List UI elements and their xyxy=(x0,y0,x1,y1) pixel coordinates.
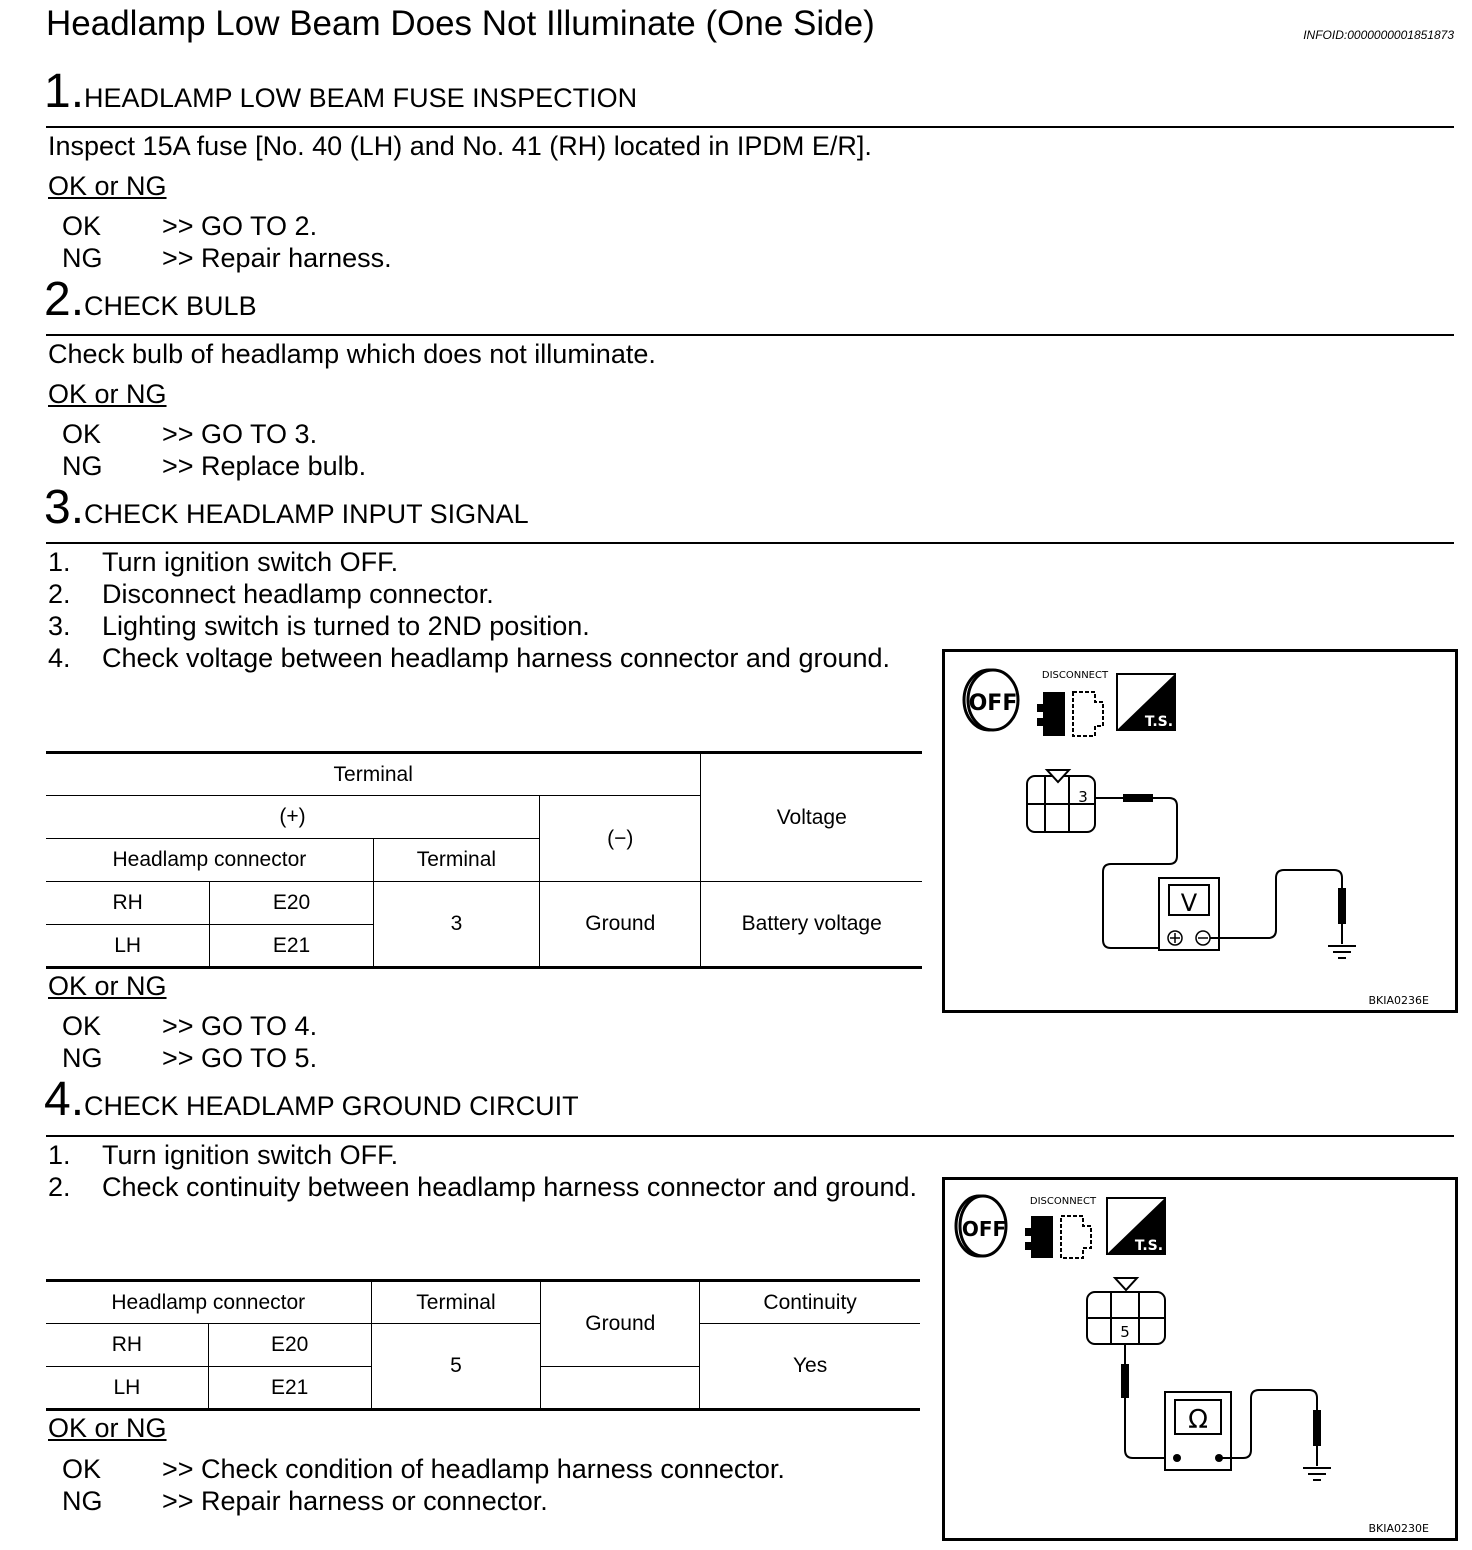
step-1-heading xyxy=(44,65,638,118)
table-header: Headlamp connector xyxy=(46,839,373,882)
table-cell: E21 xyxy=(210,925,373,968)
ground-probe xyxy=(1313,1410,1321,1446)
table-cell: Ground xyxy=(540,882,701,968)
probe xyxy=(1121,1364,1129,1398)
voltage-check-illustration xyxy=(945,652,1455,1010)
ng-label: NG xyxy=(62,243,103,273)
ng-action: >> Repair harness or connector. xyxy=(162,1486,548,1516)
ng-action: >> Repair harness. xyxy=(162,243,392,273)
ts-icon xyxy=(1117,674,1175,730)
svg-text:V: V xyxy=(1180,889,1198,917)
step-instruction: Inspect 15A fuse [No. 40 (LH) and No. 41 (RH) located in IPDM E/R]. xyxy=(48,131,872,161)
continuity-check-illustration xyxy=(945,1180,1455,1538)
item-text: Disconnect headlamp connector. xyxy=(102,579,494,609)
ok-result xyxy=(62,1011,317,1042)
voltmeter xyxy=(1159,878,1219,950)
table-header: Terminal xyxy=(46,753,701,796)
ok-label: OK xyxy=(62,419,102,449)
svg-text:T.S.: T.S. xyxy=(1134,1238,1164,1254)
terminal-label: 3 xyxy=(1078,788,1088,806)
disconnect-icon xyxy=(1037,670,1109,736)
table-header: Terminal xyxy=(371,1281,541,1324)
item-text: Lighting switch is turned to 2ND position. xyxy=(102,611,590,641)
divider xyxy=(46,334,1454,336)
ignition-off-icon xyxy=(964,670,1018,730)
item-text: Turn ignition switch OFF. xyxy=(102,547,399,577)
table-cell: LH xyxy=(46,1367,208,1410)
table-cell: E20 xyxy=(210,882,373,925)
connector-symbol xyxy=(1087,1278,1165,1344)
ground-icon xyxy=(1303,1468,1331,1480)
table-cell: Yes xyxy=(700,1324,920,1410)
ts-icon xyxy=(1107,1198,1165,1254)
item-number: 3. xyxy=(48,611,71,641)
table-cell: RH xyxy=(46,882,210,925)
ok-action: >> GO TO 3. xyxy=(162,419,318,449)
voltage-check-diagram xyxy=(942,649,1458,1013)
table-cell: LH xyxy=(46,925,210,968)
list-item xyxy=(46,610,922,642)
ok-result xyxy=(62,211,317,242)
ng-result xyxy=(62,243,392,274)
voltage-spec-table xyxy=(46,751,922,969)
item-text: Turn ignition switch OFF. xyxy=(102,1140,399,1170)
divider xyxy=(46,1135,1454,1137)
table-cell: RH xyxy=(46,1324,208,1367)
step-2-heading xyxy=(44,273,257,326)
table-cell: E20 xyxy=(208,1324,371,1367)
ok-or-ng-heading: OK or NG xyxy=(48,379,167,409)
ok-label: OK xyxy=(62,211,102,241)
table-header: (+) xyxy=(46,796,540,839)
table-header: Headlamp connector xyxy=(46,1281,371,1324)
ng-result xyxy=(62,1486,548,1517)
continuity-spec-table xyxy=(46,1279,920,1411)
probe xyxy=(1123,794,1153,802)
ng-label: NG xyxy=(62,1043,103,1073)
table-cell: E21 xyxy=(208,1367,371,1410)
step-title: CHECK HEADLAMP INPUT SIGNAL xyxy=(84,499,529,529)
svg-text:OFF: OFF xyxy=(968,691,1018,716)
ground-probe xyxy=(1338,888,1346,924)
item-number: 2. xyxy=(48,1172,71,1202)
svg-text:DISCONNECT: DISCONNECT xyxy=(1029,1196,1097,1207)
table-cell: 3 xyxy=(373,882,539,968)
continuity-check-diagram xyxy=(942,1177,1458,1541)
ng-action: >> Replace bulb. xyxy=(162,451,367,481)
table-header: Terminal xyxy=(373,839,539,882)
ground-icon xyxy=(1328,946,1356,958)
svg-text:DISCONNECT: DISCONNECT xyxy=(1041,670,1109,681)
page-title: Headlamp Low Beam Does Not Illuminate (One Side) xyxy=(46,4,875,43)
list-item xyxy=(46,578,922,610)
divider xyxy=(46,126,1454,128)
item-text: Check voltage between headlamp harness connector and ground. xyxy=(102,643,891,673)
terminal-label: 5 xyxy=(1120,1323,1130,1341)
svg-text:Ω: Ω xyxy=(1188,1405,1208,1435)
ok-action: >> GO TO 2. xyxy=(162,211,318,241)
item-number: 2. xyxy=(48,579,71,609)
procedure-list xyxy=(46,546,922,674)
ng-result xyxy=(62,451,366,482)
svg-text:T.S.: T.S. xyxy=(1144,714,1174,730)
table-row xyxy=(46,1324,920,1367)
figure-code: BKIA0230E xyxy=(1368,1522,1429,1535)
item-number: 1. xyxy=(48,1140,71,1170)
list-item xyxy=(46,642,922,674)
ok-result xyxy=(62,1454,785,1485)
step-title: CHECK BULB xyxy=(84,291,257,321)
step-number: 1. xyxy=(44,65,85,118)
step-number: 2. xyxy=(44,273,85,326)
ok-or-ng-heading: OK or NG xyxy=(48,1413,167,1443)
table-cell: Battery voltage xyxy=(701,882,922,968)
step-4-heading xyxy=(44,1073,579,1126)
ng-label: NG xyxy=(62,451,103,481)
figure-code: BKIA0236E xyxy=(1368,994,1429,1007)
ng-result xyxy=(62,1043,317,1074)
item-text: Check continuity between headlamp harness connector and ground. xyxy=(102,1172,918,1202)
table-row xyxy=(46,882,922,925)
table-header: Continuity xyxy=(700,1281,920,1324)
ok-result xyxy=(62,419,317,450)
table-header: Voltage xyxy=(701,753,922,882)
ok-action: >> Check condition of headlamp harness connector. xyxy=(162,1454,785,1484)
list-item xyxy=(46,1139,922,1171)
table-cell-spacer xyxy=(541,1367,700,1410)
table-header: (−) xyxy=(540,796,701,882)
ignition-off-icon xyxy=(956,1196,1006,1256)
procedure-list xyxy=(46,1139,922,1203)
connector-symbol xyxy=(1027,770,1095,832)
table-cell: Ground xyxy=(541,1281,700,1367)
divider xyxy=(46,542,1454,544)
ok-label: OK xyxy=(62,1011,102,1041)
step-title: HEADLAMP LOW BEAM FUSE INSPECTION xyxy=(84,83,638,113)
list-item xyxy=(46,546,922,578)
ok-label: OK xyxy=(62,1454,102,1484)
ok-or-ng-heading: OK or NG xyxy=(48,971,167,1001)
list-item xyxy=(46,1171,922,1203)
item-number: 1. xyxy=(48,547,71,577)
step-3-heading xyxy=(44,481,529,534)
step-number: 4. xyxy=(44,1073,85,1126)
item-number: 4. xyxy=(48,643,71,673)
info-id: INFOID:0000000001851873 xyxy=(1303,28,1454,42)
disconnect-icon xyxy=(1025,1196,1097,1258)
step-title: CHECK HEADLAMP GROUND CIRCUIT xyxy=(84,1091,579,1121)
table-cell: 5 xyxy=(371,1324,541,1410)
ok-or-ng-heading: OK or NG xyxy=(48,171,167,201)
step-instruction: Check bulb of headlamp which does not illuminate. xyxy=(48,339,656,369)
ng-action: >> GO TO 5. xyxy=(162,1043,318,1073)
svg-text:OFF: OFF xyxy=(961,1217,1007,1241)
ok-action: >> GO TO 4. xyxy=(162,1011,318,1041)
ng-label: NG xyxy=(62,1486,103,1516)
step-number: 3. xyxy=(44,481,85,534)
